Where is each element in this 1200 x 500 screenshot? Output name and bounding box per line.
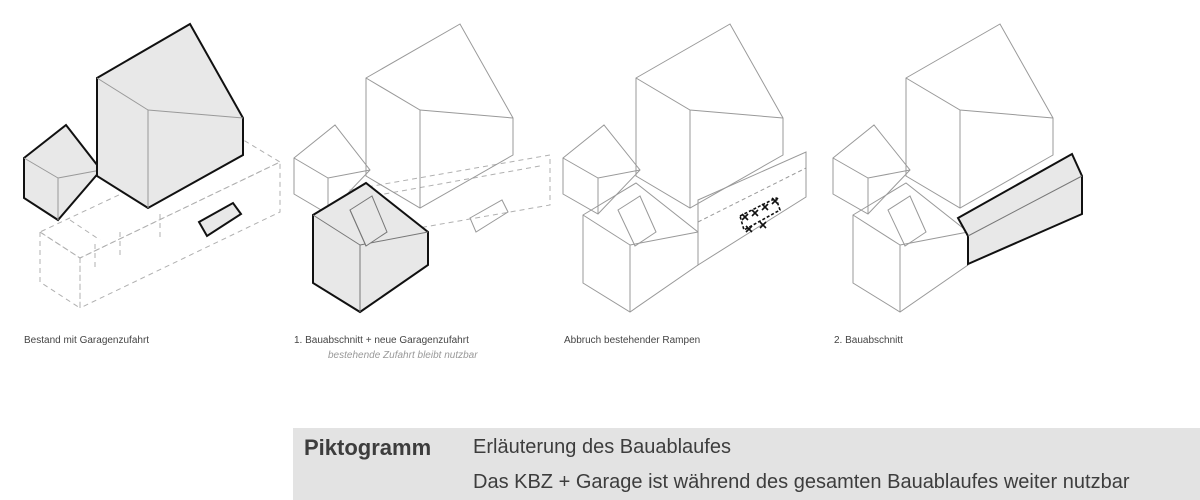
legend-title: Piktogramm: [304, 435, 432, 460]
legend-note: Das KBZ + Garage ist während des gesamten Bauablaufes weiter nutzbar: [473, 471, 1130, 493]
panel-2-caption: 1. Bauabschnitt + neue Garagenzufahrt: [294, 335, 469, 346]
panel-2-drawing: [294, 24, 550, 312]
panel-4-drawing: [833, 24, 1053, 312]
panel-3-drawing: [563, 24, 806, 312]
existing-ramp: [199, 203, 241, 236]
panel-1-drawing: [24, 24, 280, 308]
panel-2-subcaption: bestehende Zufahrt bleibt nutzbar: [328, 350, 478, 361]
panel-3-caption: Abbruch bestehender Rampen: [564, 335, 701, 346]
legend-subtitle: Erläuterung des Bauablaufes: [473, 436, 731, 458]
panel-1-caption: Bestand mit Garagenzufahrt: [24, 335, 150, 346]
legend-box: [293, 428, 1200, 500]
demolition-ramps: [740, 198, 780, 232]
panel-4-caption: 2. Bauabschnitt: [834, 335, 903, 346]
